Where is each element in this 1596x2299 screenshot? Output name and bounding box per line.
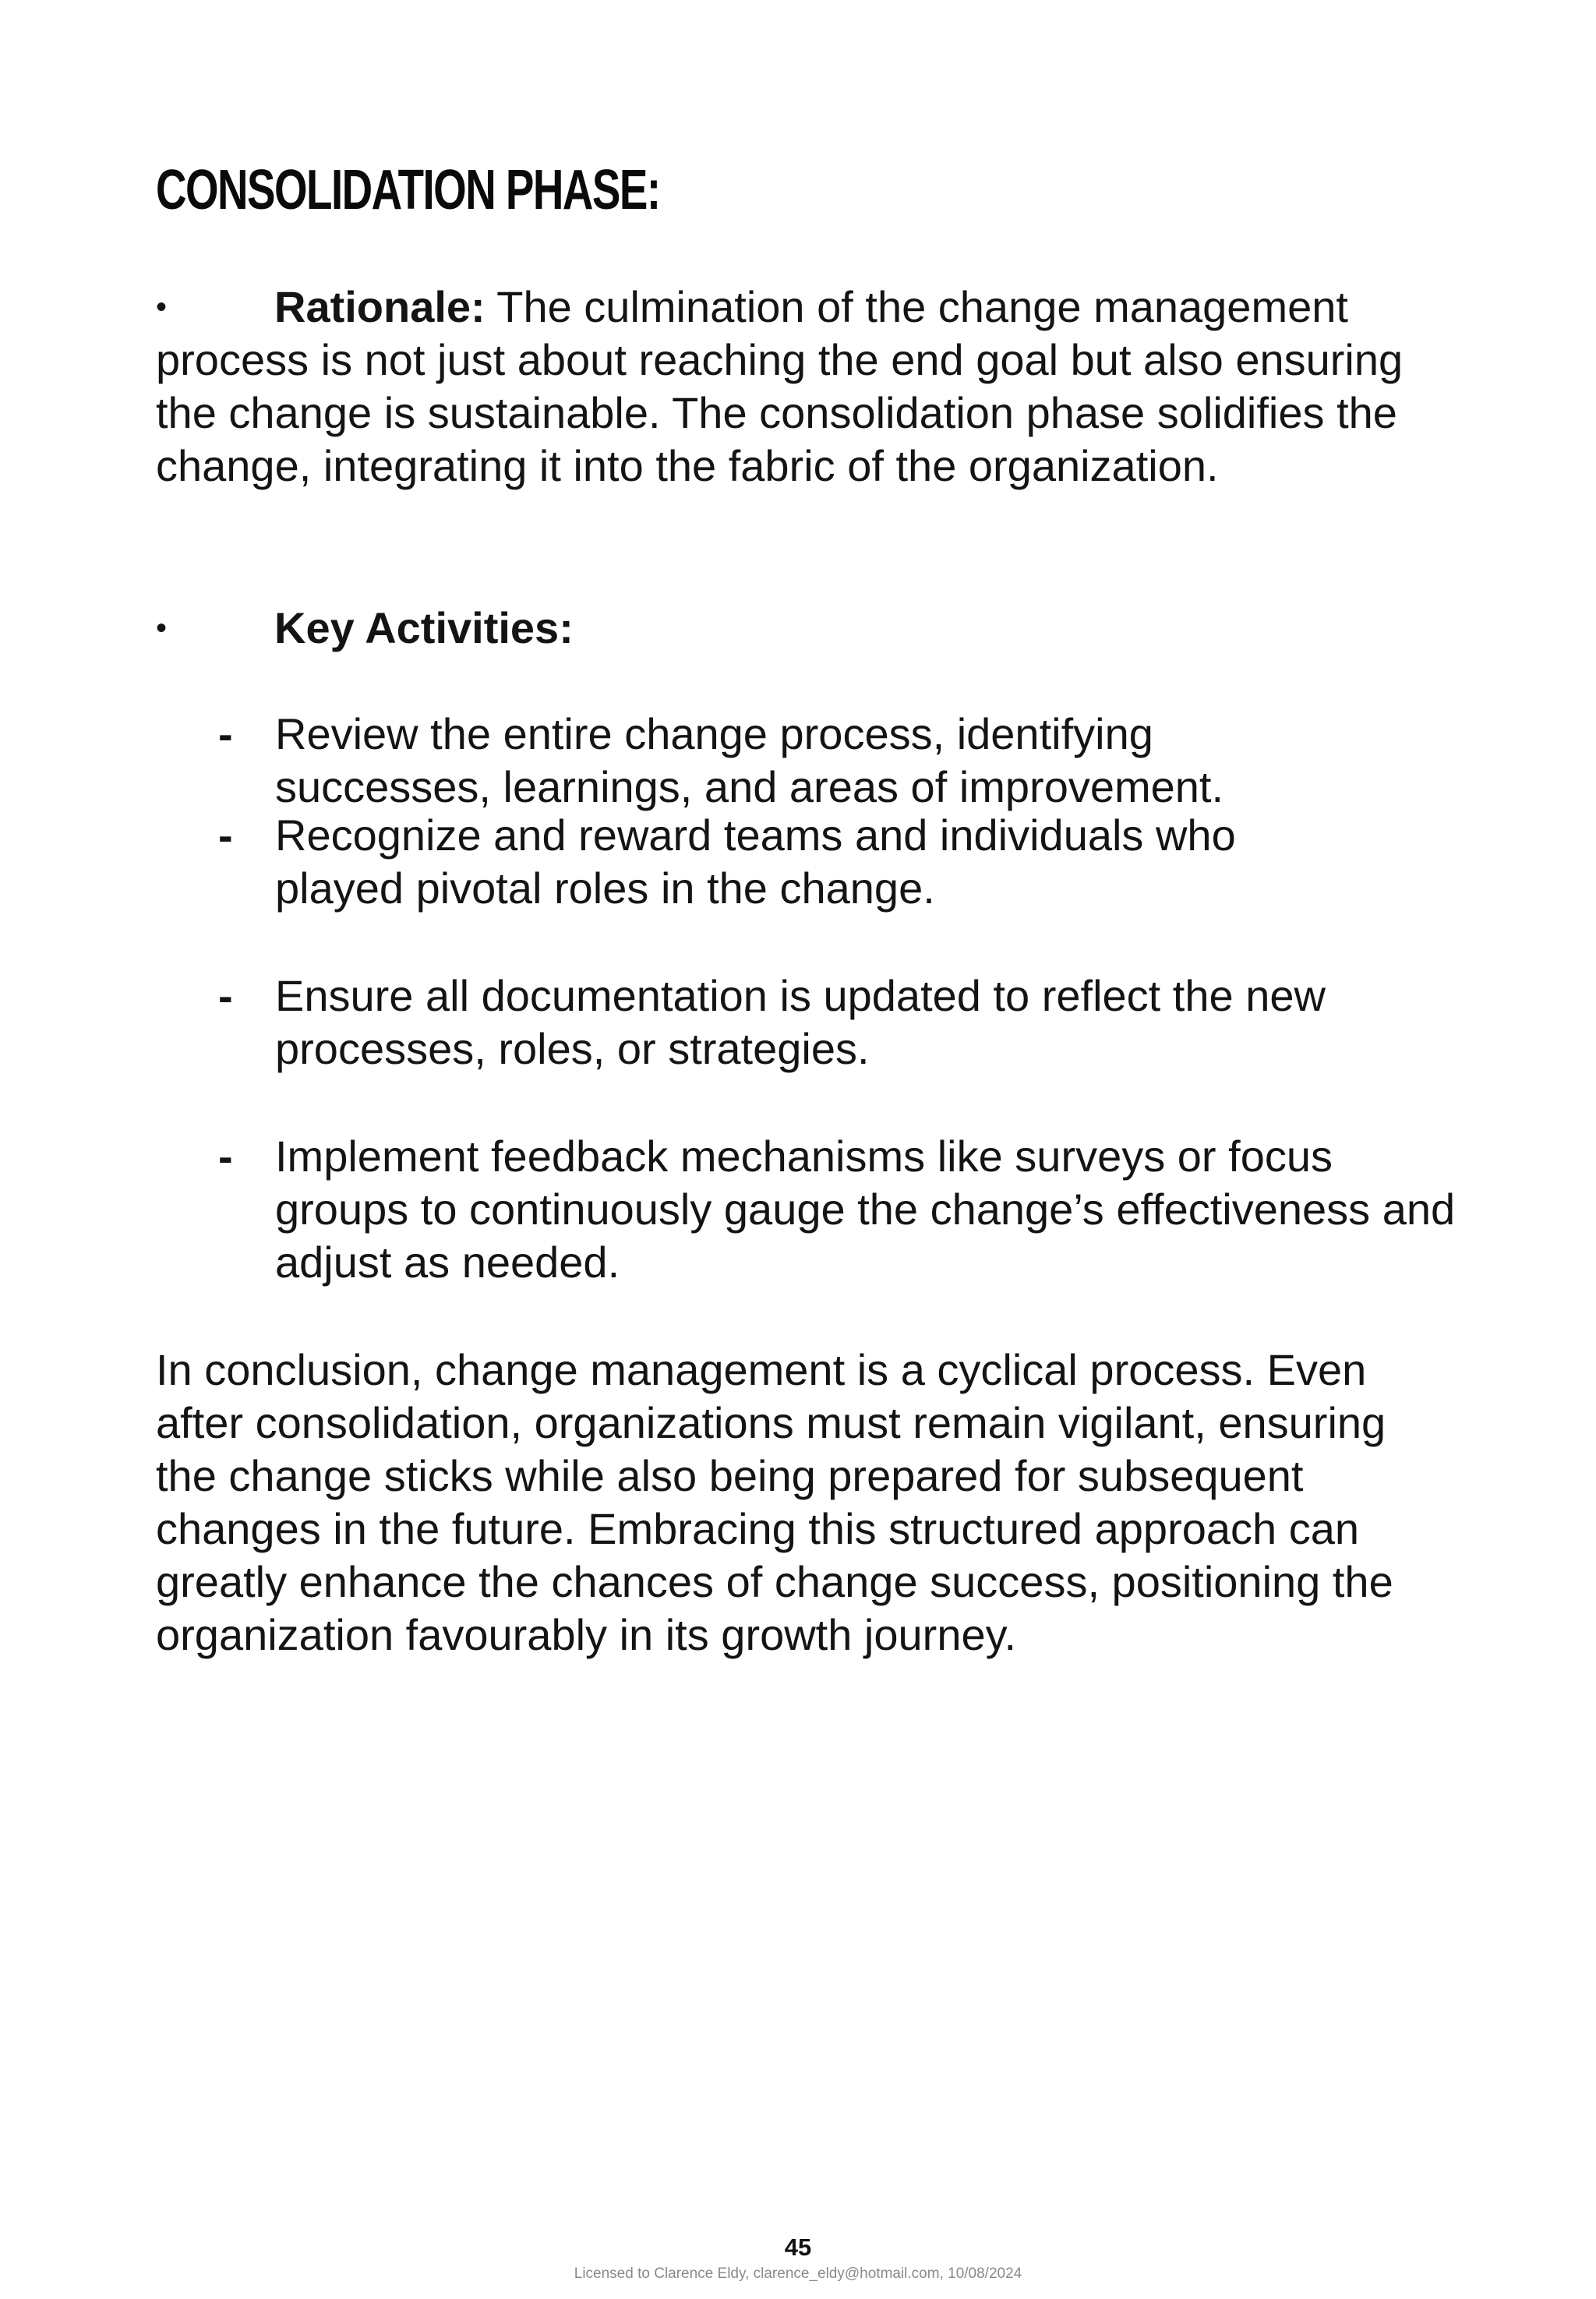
page-number: 45	[784, 2234, 812, 2261]
key-activities-label: Key Activities:	[274, 603, 574, 652]
key-activities-bullet	[156, 602, 1449, 655]
activity-item	[218, 969, 1465, 1075]
dash-marker: -	[218, 709, 233, 758]
dash-marker: -	[218, 810, 233, 860]
activity-text: Ensure all documentation is updated to reflect the new processes, roles, or strategies.	[275, 971, 1326, 1073]
activity-item	[218, 809, 1465, 915]
bullet-dot: •	[156, 290, 168, 324]
dash-marker: -	[218, 971, 233, 1020]
activity-text: Recognize and reward teams and individuals who played pivotal roles in the change.	[275, 810, 1236, 913]
bullet-dot: •	[156, 611, 168, 645]
dash-marker: -	[218, 1132, 233, 1181]
activity-text: Implement feedback mechanisms like surveys or focus groups to continuously gauge the change’s effectiveness and adjust as needed.	[275, 1132, 1456, 1287]
section-heading: CONSOLIDATION PHASE:	[156, 159, 660, 221]
rationale-label: Rationale:	[274, 282, 486, 331]
activity-item	[218, 708, 1465, 814]
activity-item	[218, 1130, 1465, 1289]
rationale-text: The culmination of the change management process is not just about reaching the end goal but also ensuring the change is sustainable. The consolidation phase solidifies the change, integrating it into the fabric of the organization.	[156, 282, 1404, 490]
rationale-bullet	[156, 281, 1449, 493]
activity-text: Review the entire change process, identifying successes, learnings, and areas of improvement.	[275, 709, 1224, 811]
license-notice: Licensed to Clarence Eldy, clarence_eldy@hotmail.com, 10/08/2024	[574, 2265, 1022, 2282]
conclusion-paragraph: In conclusion, change management is a cyclical process. Even after consolidation, organizations must remain vigilant, ensuring the change sticks while also being prepared for subsequent changes in the future. Embracing this structured approach can greatly enhance the chances of change success, positioning the organization favourably in its growth journey.	[156, 1345, 1393, 1659]
